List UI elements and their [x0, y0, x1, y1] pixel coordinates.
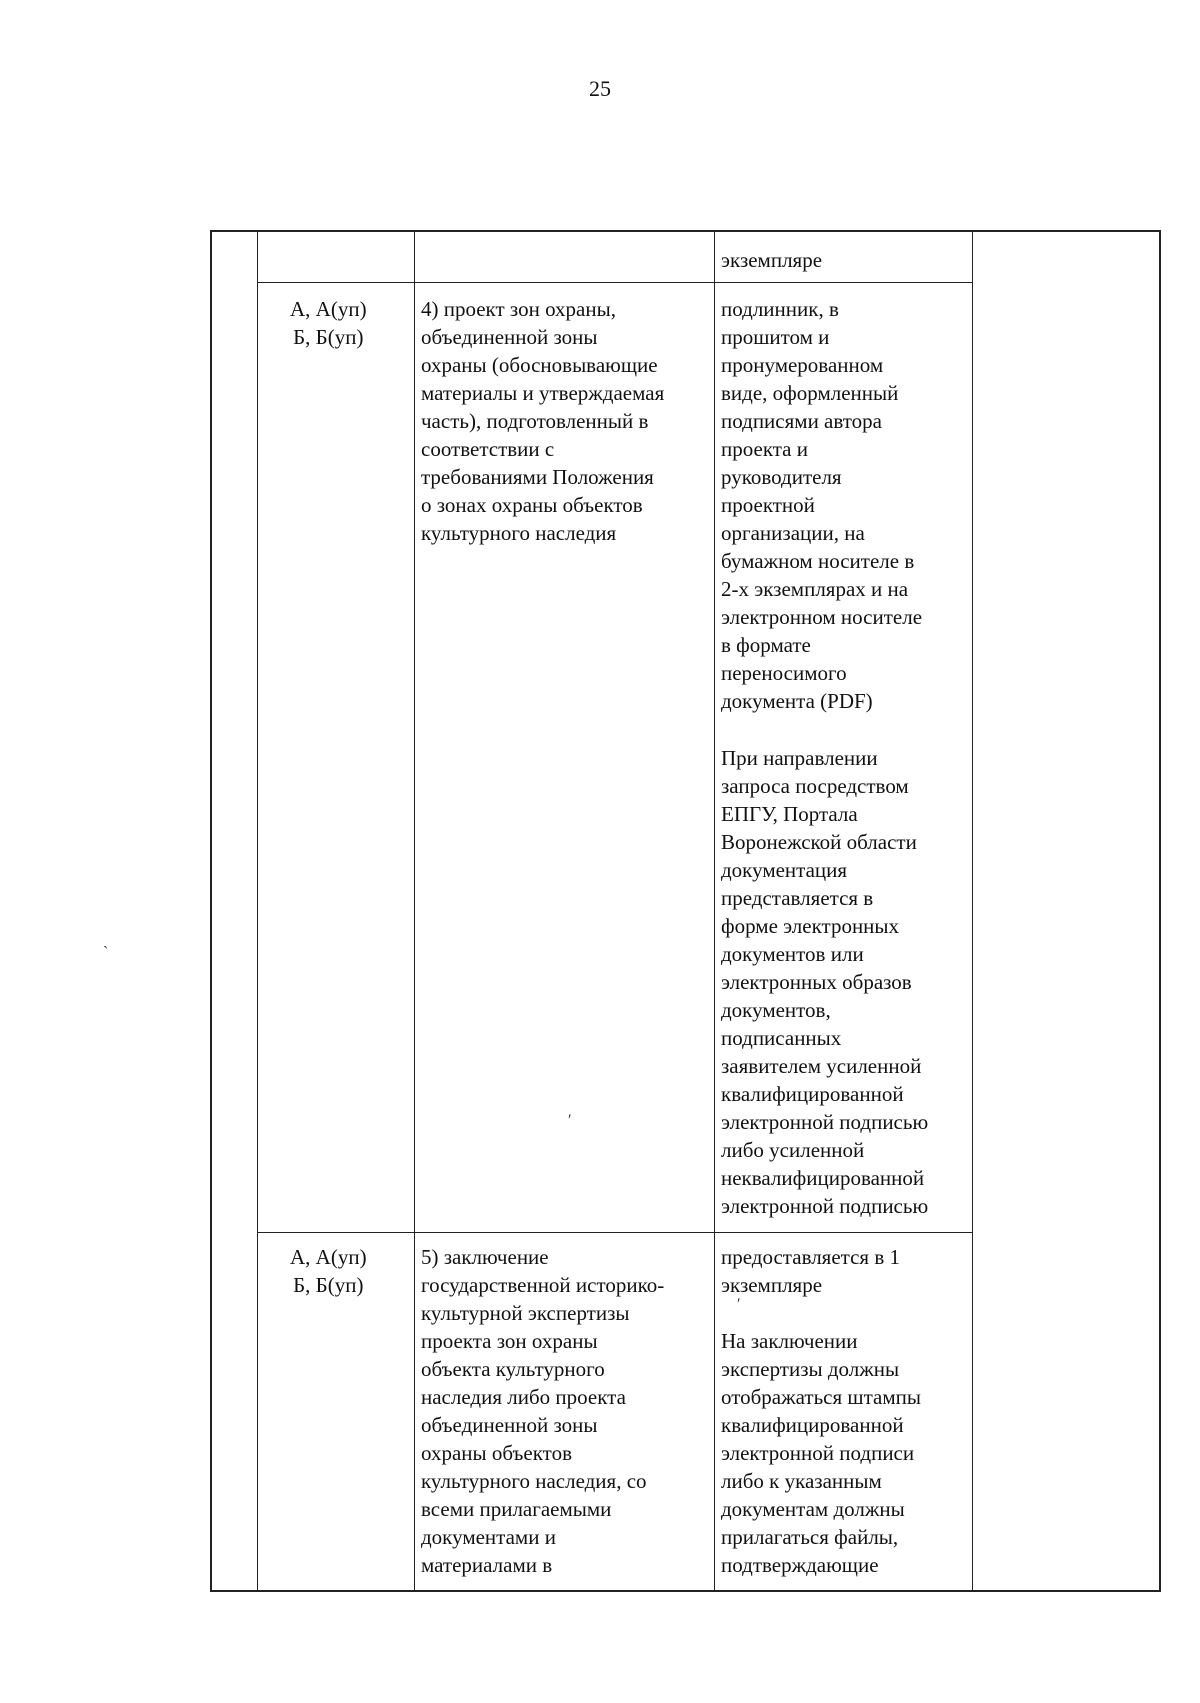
table-cell-form-note: При направлении запроса посредством ЕПГУ, Портала Воронежской области документация представляется в форме электронных документов или электронных образов документов, подписанных заявителем усиленной квалифицированной электронной подписью либо усиленной неквалифицированной электронной подписью: [721, 746, 929, 1218]
scan-mark: ′: [737, 1296, 741, 1313]
table-divider: [257, 231, 258, 1591]
requirements-table: [210, 230, 1161, 1592]
table-divider: [972, 231, 973, 1591]
scan-mark: ′: [568, 1112, 572, 1129]
table-cell-form: предоставляется в 1 экземпляре: [721, 1245, 900, 1297]
table-cell-form: экземпляре: [721, 248, 823, 272]
table-divider: [257, 282, 973, 283]
table-divider: [714, 231, 715, 1591]
table-divider: [257, 1232, 973, 1233]
table-divider: [414, 231, 415, 1591]
table-cell-document: 4) проект зон охраны, объединенной зоны охраны (обосновывающие материалы и утверждаемая часть), подготовленный в соответствии с требованиями Положения о зонах охраны объектов культурного наследия: [421, 297, 665, 545]
table-cell-form-note: На заключении экспертизы должны отображаться штампы квалифицированной электронной подписи либо к указанным документам должны прилагаться файлы, подтверждающие: [721, 1329, 921, 1577]
table-cell-document: 5) заключение государственной историко- культурной экспертизы проекта зон охраны объекта культурного наследия либо проекта объединенной зоны охраны объектов культурного наследия, со всеми прилагаемыми документами и материалами в: [421, 1245, 665, 1577]
scan-mark: `: [103, 944, 109, 961]
table-cell-category: А, А(уп) Б, Б(уп): [290, 297, 367, 349]
page-number: 25: [589, 76, 611, 101]
table-cell-form: подлинник, в прошитом и пронумерованном виде, оформленный подписями автора проекта и руководителя проектной организации, на бумажном носителе в 2-х экземплярах и на электронном носителе в формате переносимого документа (PDF): [721, 297, 923, 713]
table-cell-category: А, А(уп) Б, Б(уп): [290, 1245, 367, 1297]
